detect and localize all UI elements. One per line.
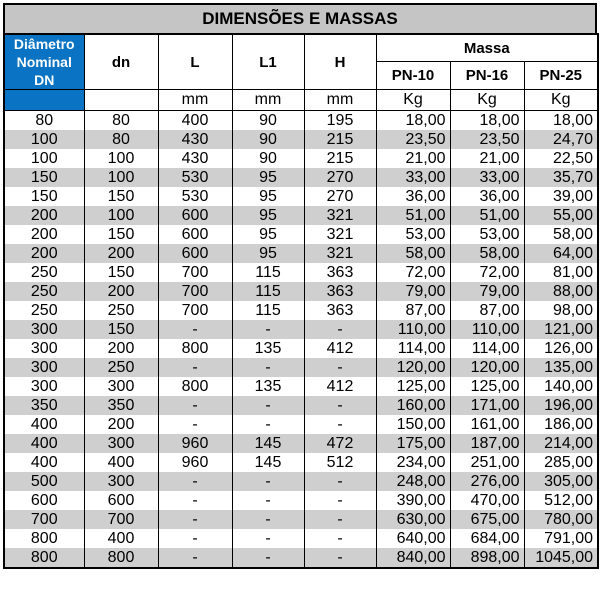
cell-pn10: 87,00 [376, 301, 450, 320]
cell-L: - [158, 415, 232, 434]
cell-pn25: 214,00 [524, 434, 598, 453]
cell-pn16: 110,00 [450, 320, 524, 339]
cell-L1: - [232, 529, 304, 548]
cell-pn10: 36,00 [376, 187, 450, 206]
cell-H: 215 [304, 149, 376, 168]
table-row [4, 320, 598, 339]
cell-H: - [304, 320, 376, 339]
cell-L: 430 [158, 130, 232, 149]
cell-pn10: 18,00 [376, 111, 450, 131]
cell-dn: 800 [84, 548, 158, 568]
header-massa: Massa [376, 34, 598, 62]
unit-blank [4, 90, 84, 111]
unit-H: mm [304, 90, 376, 111]
cell-nominal-dn: 300 [4, 358, 84, 377]
cell-H: 363 [304, 263, 376, 282]
header-pn16: PN-16 [450, 62, 524, 90]
cell-pn16: 33,00 [450, 168, 524, 187]
cell-L: - [158, 548, 232, 568]
cell-L1: - [232, 472, 304, 491]
cell-pn10: 175,00 [376, 434, 450, 453]
table-row [4, 472, 598, 491]
cell-nominal-dn: 500 [4, 472, 84, 491]
cell-nominal-dn: 250 [4, 263, 84, 282]
header-diametro: Diâmetro [13, 36, 75, 52]
cell-pn16: 51,00 [450, 206, 524, 225]
header-L1: L1 [232, 34, 304, 90]
cell-L: - [158, 491, 232, 510]
cell-pn25: 186,00 [524, 415, 598, 434]
cell-pn25: 18,00 [524, 111, 598, 131]
cell-pn25: 512,00 [524, 491, 598, 510]
cell-pn25: 305,00 [524, 472, 598, 491]
cell-pn10: 125,00 [376, 377, 450, 396]
cell-pn25: 22,50 [524, 149, 598, 168]
cell-dn: 350 [84, 396, 158, 415]
cell-pn16: 36,00 [450, 187, 524, 206]
header-nominal: Nominal [16, 54, 72, 70]
cell-pn16: 187,00 [450, 434, 524, 453]
cell-pn25: 55,00 [524, 206, 598, 225]
cell-pn25: 135,00 [524, 358, 598, 377]
table-row [4, 358, 598, 377]
cell-H: 363 [304, 301, 376, 320]
table-row [4, 396, 598, 415]
cell-pn10: 21,00 [376, 149, 450, 168]
cell-pn10: 390,00 [376, 491, 450, 510]
cell-dn: 400 [84, 529, 158, 548]
cell-L1: 115 [232, 263, 304, 282]
cell-dn: 300 [84, 377, 158, 396]
cell-pn10: 79,00 [376, 282, 450, 301]
cell-L: 800 [158, 339, 232, 358]
cell-L1: 135 [232, 339, 304, 358]
table-row [4, 168, 598, 187]
cell-nominal-dn: 150 [4, 168, 84, 187]
unit-pn25: Kg [524, 90, 598, 111]
table-title: DIMENSÕES E MASSAS [3, 3, 597, 33]
table-row [4, 415, 598, 434]
cell-H: 215 [304, 130, 376, 149]
cell-nominal-dn: 200 [4, 244, 84, 263]
table-row [4, 453, 598, 472]
cell-L: 960 [158, 453, 232, 472]
unit-pn16: Kg [450, 90, 524, 111]
cell-pn16: 21,00 [450, 149, 524, 168]
cell-pn25: 126,00 [524, 339, 598, 358]
cell-pn16: 684,00 [450, 529, 524, 548]
cell-H: - [304, 415, 376, 434]
cell-pn16: 125,00 [450, 377, 524, 396]
cell-H: - [304, 358, 376, 377]
header-dn-small: dn [84, 34, 158, 90]
table-row [4, 187, 598, 206]
cell-dn: 300 [84, 434, 158, 453]
cell-L1: 90 [232, 111, 304, 131]
unit-L: mm [158, 90, 232, 111]
cell-L1: - [232, 548, 304, 568]
cell-H: 512 [304, 453, 376, 472]
cell-dn: 400 [84, 453, 158, 472]
cell-L1: 135 [232, 377, 304, 396]
cell-dn: 600 [84, 491, 158, 510]
header-pn10: PN-10 [376, 62, 450, 90]
cell-pn10: 53,00 [376, 225, 450, 244]
cell-L: 700 [158, 263, 232, 282]
table-row [4, 149, 598, 168]
cell-pn10: 160,00 [376, 396, 450, 415]
cell-nominal-dn: 700 [4, 510, 84, 529]
dimensions-masses-table [3, 33, 599, 569]
table-row [4, 206, 598, 225]
cell-dn: 300 [84, 472, 158, 491]
cell-pn10: 110,00 [376, 320, 450, 339]
table-row [4, 434, 598, 453]
header-nominal-diameter [4, 34, 84, 90]
cell-H: 270 [304, 187, 376, 206]
cell-L1: - [232, 415, 304, 434]
cell-pn25: 39,00 [524, 187, 598, 206]
cell-L1: 145 [232, 453, 304, 472]
table-row [4, 491, 598, 510]
cell-pn10: 150,00 [376, 415, 450, 434]
table-row [4, 244, 598, 263]
cell-nominal-dn: 400 [4, 415, 84, 434]
cell-H: - [304, 491, 376, 510]
cell-L1: 95 [232, 225, 304, 244]
cell-L: - [158, 396, 232, 415]
cell-nominal-dn: 800 [4, 529, 84, 548]
cell-pn16: 23,50 [450, 130, 524, 149]
cell-pn16: 120,00 [450, 358, 524, 377]
cell-H: - [304, 548, 376, 568]
cell-H: 270 [304, 168, 376, 187]
cell-L: - [158, 529, 232, 548]
table-row [4, 225, 598, 244]
cell-pn10: 630,00 [376, 510, 450, 529]
cell-dn: 200 [84, 339, 158, 358]
cell-nominal-dn: 300 [4, 320, 84, 339]
cell-nominal-dn: 80 [4, 111, 84, 131]
cell-L1: 90 [232, 149, 304, 168]
cell-pn10: 23,50 [376, 130, 450, 149]
cell-L: 800 [158, 377, 232, 396]
cell-L: - [158, 510, 232, 529]
cell-nominal-dn: 250 [4, 282, 84, 301]
cell-pn25: 35,70 [524, 168, 598, 187]
cell-pn16: 171,00 [450, 396, 524, 415]
table-row [4, 282, 598, 301]
cell-L: 530 [158, 168, 232, 187]
cell-nominal-dn: 400 [4, 453, 84, 472]
cell-H: 195 [304, 111, 376, 131]
cell-L: 530 [158, 187, 232, 206]
cell-pn25: 791,00 [524, 529, 598, 548]
cell-pn25: 1045,00 [524, 548, 598, 568]
cell-pn10: 58,00 [376, 244, 450, 263]
cell-dn: 100 [84, 149, 158, 168]
unit-pn10: Kg [376, 90, 450, 111]
cell-pn25: 58,00 [524, 225, 598, 244]
cell-dn: 150 [84, 320, 158, 339]
cell-pn10: 120,00 [376, 358, 450, 377]
cell-L: 960 [158, 434, 232, 453]
cell-pn25: 140,00 [524, 377, 598, 396]
cell-H: - [304, 472, 376, 491]
cell-L: 600 [158, 225, 232, 244]
cell-H: 412 [304, 339, 376, 358]
unit-blank-dn [84, 90, 158, 111]
cell-L1: 95 [232, 168, 304, 187]
cell-L: - [158, 358, 232, 377]
cell-pn25: 24,70 [524, 130, 598, 149]
cell-pn16: 58,00 [450, 244, 524, 263]
cell-pn25: 64,00 [524, 244, 598, 263]
cell-pn25: 88,00 [524, 282, 598, 301]
cell-H: - [304, 529, 376, 548]
cell-nominal-dn: 400 [4, 434, 84, 453]
cell-pn10: 248,00 [376, 472, 450, 491]
table-row [4, 263, 598, 282]
cell-dn: 200 [84, 415, 158, 434]
cell-H: 321 [304, 244, 376, 263]
table-row [4, 301, 598, 320]
cell-nominal-dn: 100 [4, 130, 84, 149]
table-row [4, 529, 598, 548]
cell-L1: 95 [232, 206, 304, 225]
table-row [4, 377, 598, 396]
table-body [4, 111, 598, 569]
cell-pn10: 840,00 [376, 548, 450, 568]
cell-H: - [304, 396, 376, 415]
cell-L: 700 [158, 301, 232, 320]
cell-pn10: 114,00 [376, 339, 450, 358]
cell-nominal-dn: 250 [4, 301, 84, 320]
cell-L: 700 [158, 282, 232, 301]
cell-nominal-dn: 150 [4, 187, 84, 206]
cell-pn25: 81,00 [524, 263, 598, 282]
cell-dn: 150 [84, 225, 158, 244]
cell-H: 321 [304, 206, 376, 225]
cell-dn: 150 [84, 187, 158, 206]
cell-H: 412 [304, 377, 376, 396]
cell-nominal-dn: 300 [4, 339, 84, 358]
cell-nominal-dn: 800 [4, 548, 84, 568]
cell-L: - [158, 320, 232, 339]
unit-L1: mm [232, 90, 304, 111]
cell-dn: 200 [84, 244, 158, 263]
cell-pn16: 72,00 [450, 263, 524, 282]
cell-L: 430 [158, 149, 232, 168]
cell-L: 400 [158, 111, 232, 131]
cell-nominal-dn: 200 [4, 206, 84, 225]
table-row [4, 339, 598, 358]
cell-pn10: 234,00 [376, 453, 450, 472]
cell-dn: 100 [84, 206, 158, 225]
cell-pn16: 87,00 [450, 301, 524, 320]
cell-H: - [304, 510, 376, 529]
cell-pn10: 640,00 [376, 529, 450, 548]
cell-L1: - [232, 358, 304, 377]
cell-pn16: 470,00 [450, 491, 524, 510]
cell-dn: 700 [84, 510, 158, 529]
header-H: H [304, 34, 376, 90]
cell-L1: 90 [232, 130, 304, 149]
cell-L: 600 [158, 206, 232, 225]
cell-pn10: 33,00 [376, 168, 450, 187]
dimensions-masses-table-container [3, 3, 597, 569]
cell-L1: 115 [232, 282, 304, 301]
cell-pn25: 121,00 [524, 320, 598, 339]
cell-L1: - [232, 396, 304, 415]
cell-L1: 145 [232, 434, 304, 453]
cell-H: 363 [304, 282, 376, 301]
cell-dn: 80 [84, 130, 158, 149]
cell-pn16: 18,00 [450, 111, 524, 131]
cell-nominal-dn: 200 [4, 225, 84, 244]
cell-H: 321 [304, 225, 376, 244]
cell-pn16: 161,00 [450, 415, 524, 434]
cell-dn: 250 [84, 358, 158, 377]
cell-dn: 80 [84, 111, 158, 131]
cell-pn10: 51,00 [376, 206, 450, 225]
cell-dn: 100 [84, 168, 158, 187]
table-row [4, 510, 598, 529]
cell-dn: 150 [84, 263, 158, 282]
cell-pn25: 780,00 [524, 510, 598, 529]
table-row [4, 548, 598, 568]
header-dn: DN [34, 72, 55, 88]
cell-dn: 250 [84, 301, 158, 320]
cell-H: 472 [304, 434, 376, 453]
cell-pn16: 114,00 [450, 339, 524, 358]
cell-nominal-dn: 300 [4, 377, 84, 396]
cell-pn16: 276,00 [450, 472, 524, 491]
cell-L1: - [232, 320, 304, 339]
cell-nominal-dn: 100 [4, 149, 84, 168]
cell-L: 600 [158, 244, 232, 263]
cell-L1: - [232, 510, 304, 529]
cell-L1: 115 [232, 301, 304, 320]
table-row [4, 130, 598, 149]
cell-pn16: 53,00 [450, 225, 524, 244]
cell-dn: 200 [84, 282, 158, 301]
cell-nominal-dn: 600 [4, 491, 84, 510]
cell-pn25: 98,00 [524, 301, 598, 320]
table-row [4, 111, 598, 131]
header-pn25: PN-25 [524, 62, 598, 90]
cell-L: - [158, 472, 232, 491]
header-L: L [158, 34, 232, 90]
cell-nominal-dn: 350 [4, 396, 84, 415]
cell-L1: 95 [232, 187, 304, 206]
cell-pn25: 285,00 [524, 453, 598, 472]
cell-pn16: 675,00 [450, 510, 524, 529]
cell-pn16: 79,00 [450, 282, 524, 301]
cell-pn16: 898,00 [450, 548, 524, 568]
cell-pn10: 72,00 [376, 263, 450, 282]
cell-pn16: 251,00 [450, 453, 524, 472]
cell-L1: - [232, 491, 304, 510]
cell-L1: 95 [232, 244, 304, 263]
cell-pn25: 196,00 [524, 396, 598, 415]
